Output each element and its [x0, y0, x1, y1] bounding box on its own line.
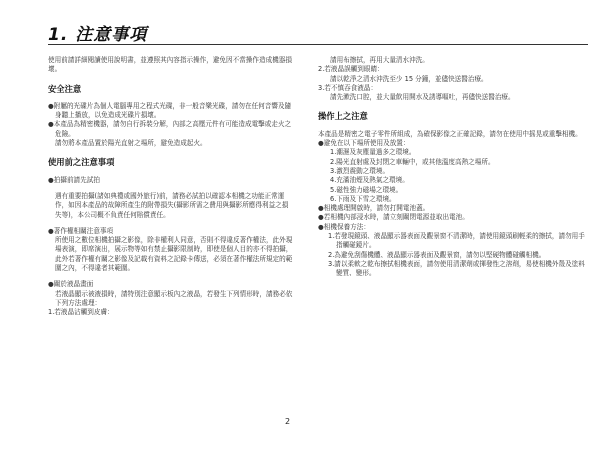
lcd-item-3-body: 請先漱洗口腔，並大量飲用開水及誘導嘔吐，再儘快送醫治療。: [330, 93, 515, 102]
left-column: [48, 56, 294, 318]
care-item: 3.請以柔軟之乾布擦拭相機表面，請勿使用清潔劑或揮發性之溶劑，易使相機外殼及塗料變質、變形。: [328, 259, 585, 278]
bullet-care: ●相機保養方法：: [318, 222, 370, 231]
safety-item-1: ●附屬的光碟片為個人電腦專用之程式光碟，非一般音樂光碟，請勿在任何音響及隨身聽上播放，以免造成光碟片損壞。: [48, 101, 292, 120]
precautions-heading: 使用前之注意事項: [48, 157, 115, 168]
avoid-item: 6.下雨及下雪之環境。: [330, 194, 396, 203]
bullet-battery: ●相機處理開啟時，請勿打開電池蓋。: [318, 204, 430, 213]
avoid-title: ●避免在以下場所使用及放置：: [318, 139, 410, 148]
safety-item-3: 請勿將本產品置於陽光直射之場所，避免造成起火。: [55, 139, 207, 148]
title-rule: [48, 44, 588, 45]
lcd-title: ●關於液晶畫面: [48, 280, 94, 289]
lcd-body: 若液晶顯示被液損時，請特別注意顯示板內之液晶，若發生下列情形時，請務必依下列方法處理：: [55, 289, 293, 307]
trial-title: ●拍攝前請先試拍: [48, 175, 100, 184]
avoid-item: 3.激烈震動之環境。: [330, 166, 390, 175]
page-number: 2: [285, 417, 291, 426]
lcd-first-item: 1.若液晶沾觸到皮膚：: [48, 308, 114, 317]
care-item: 2.為避免刮傷機體、液晶顯示器表面及觀景窗，請勿以堅硬物體碰觸相機。: [328, 250, 546, 259]
care-item: 1.若發現鏡頭、液晶顯示器表面及觀景窗不清潔時，請使用鏡頭刷輕柔的擦拭，請勿用手指觸碰鏡片。: [328, 232, 585, 250]
copyright-title: ●著作權相關注意事項: [48, 226, 114, 235]
lcd-item-3: 3.若不慎吞食液晶：: [318, 83, 378, 92]
intro-text: 使用前請詳細閱讀使用說明書，並遵照其內容指示操作，避免因不當操作造成機器損壞。: [48, 56, 292, 74]
avoid-item: 4.充滿油煙及熱氣之環境。: [330, 176, 409, 185]
copyright-body: 所使用之數位相機拍攝之影像，除非權利人同意，否則不得違反著作權法，此外現場表演，即席演出，展示物等如有禁止攝影限制時，即使是個人目的亦不得拍攝，此外若著作權有關之影像及記載有資料之記錄卡傳送，必須在著作權法所規定的範圍之內，不得違者其範圍。: [55, 236, 293, 273]
avoid-item: 2.陽光直射處及封閉之車輛中，或其他溫度高熱之場所。: [330, 157, 495, 166]
safety-item-2: ●本產品為精密機器，請勿自行拆裝分解，內部之高壓元件有可能造成電擊或走火之危險。: [48, 120, 292, 138]
safety-heading: 安全注意: [48, 83, 82, 94]
lcd-item-2-body: 請以乾淨之清水沖洗至少 15 分鐘，並儘快送醫治療。: [330, 74, 488, 83]
bullet-water: ●若相機內部浸水時，請立刻關閉電源並取出電池。: [318, 213, 469, 222]
usage-intro: 本產品是精密之電子零件所組成，為確保影像之正確記錄，請勿在使用中摇晃或重擊相機。: [318, 129, 582, 138]
page-title: 1. 注意事項: [48, 25, 148, 45]
trial-body: 遇有重要拍攝(諸如典禮或國外旅行)前，請務必試拍以確認本相機之功能正常運作，如因本產品的故障所產生的附帶損失(攝影所需之費用與攝影所應得利益之損失等)，本公司概不負責任何賠償責任。: [55, 191, 289, 219]
lcd-item-2: 2.若液晶誤觸到眼睛：: [318, 65, 384, 74]
right-column: [318, 56, 586, 279]
lcd-cont: 請用布擦拭，再用大量清水沖洗。: [330, 56, 429, 64]
avoid-item: 5.磁性強力磁場之環境。: [330, 185, 403, 194]
avoid-item: 1.潮濕及灰塵量過多之環境。: [330, 148, 416, 157]
usage-heading: 操作上之注意: [318, 111, 368, 122]
